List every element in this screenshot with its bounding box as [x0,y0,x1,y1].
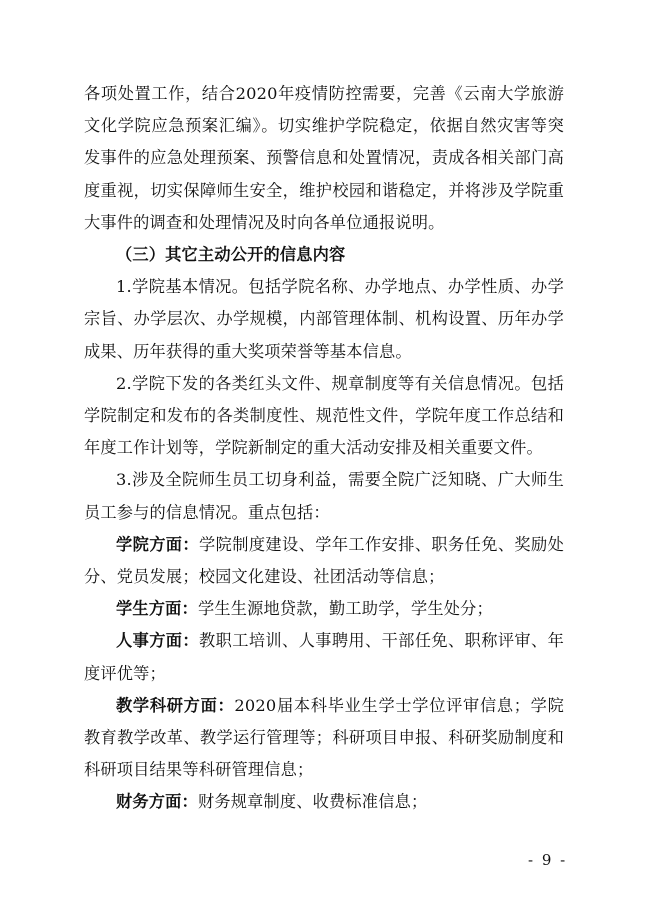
aspect-paragraph-personnel [84,625,564,689]
aspect-text: 2020届本科毕业生学士学位评审信息；学院教育教学改革、教学运行管理等；科研项目申报、科研奖励制度和科研项目结果等科研管理信息； [84,695,564,780]
aspect-text: 教职工培训、人事聘用、干部任免、职称评审、年度评优等； [84,631,565,683]
aspect-lead: 教学科研方面： [116,695,235,715]
aspect-paragraph-students [84,593,564,625]
aspect-text: 学生生源地贷款，勤工助学，学生处分； [197,599,493,619]
section-heading: （三）其它主动公开的信息内容 [116,245,346,265]
aspect-paragraph-finance [84,786,564,818]
aspect-paragraph-teaching-research [84,690,564,787]
list-item: 2.学院下发的各类红头文件、规章制度等有关信息情况。包括学院制定和发布的各类制度性、规范性文件，学院年度工作总结和年度工作计划等，学院新制定的重大活动安排及相关重要文件。 [84,373,564,458]
aspect-text: 财务规章制度、收费标准信息； [197,792,428,812]
aspect-lead: 人事方面： [116,631,200,651]
aspect-lead: 学生方面： [116,599,198,619]
aspect-lead: 财务方面： [116,792,198,812]
list-item: 1.学院基本情况。包括学院名称、办学地点、办学性质、办学宗旨、办学层次、办学规模，内部管理体制、机构设置、历年办学成果、历年获得的重大奖项荣誉等基本信息。 [84,277,564,361]
aspect-paragraph-college [84,529,564,593]
aspect-text: 学院制度建设、学年工作安排、职务任免、奖励处分、党员发展；校园文化建设、社团活动等信息； [84,534,565,587]
page-number: - 9 - [528,851,568,869]
list-item: 3.涉及全院师生员工切身利益，需要全院广泛知晓、广大师生员工参与的信息情况。重点包括： [84,470,564,522]
continuation-paragraph: 各项处置工作，结合2020年疫情防控需要，完善《云南大学旅游文化学院应急预案汇编》。切实维护学院稳定，依据自然灾害等突发事件的应急处理预案、预警信息和处置情况，责成各相关部门高度重视，切实保障师生安全，维护校园和谐稳定，并将涉及学院重大事件的调查和处理情况及时向各单位通报说明。 [84,84,564,232]
aspect-lead: 学院方面： [116,534,200,554]
page-body [84,78,564,819]
